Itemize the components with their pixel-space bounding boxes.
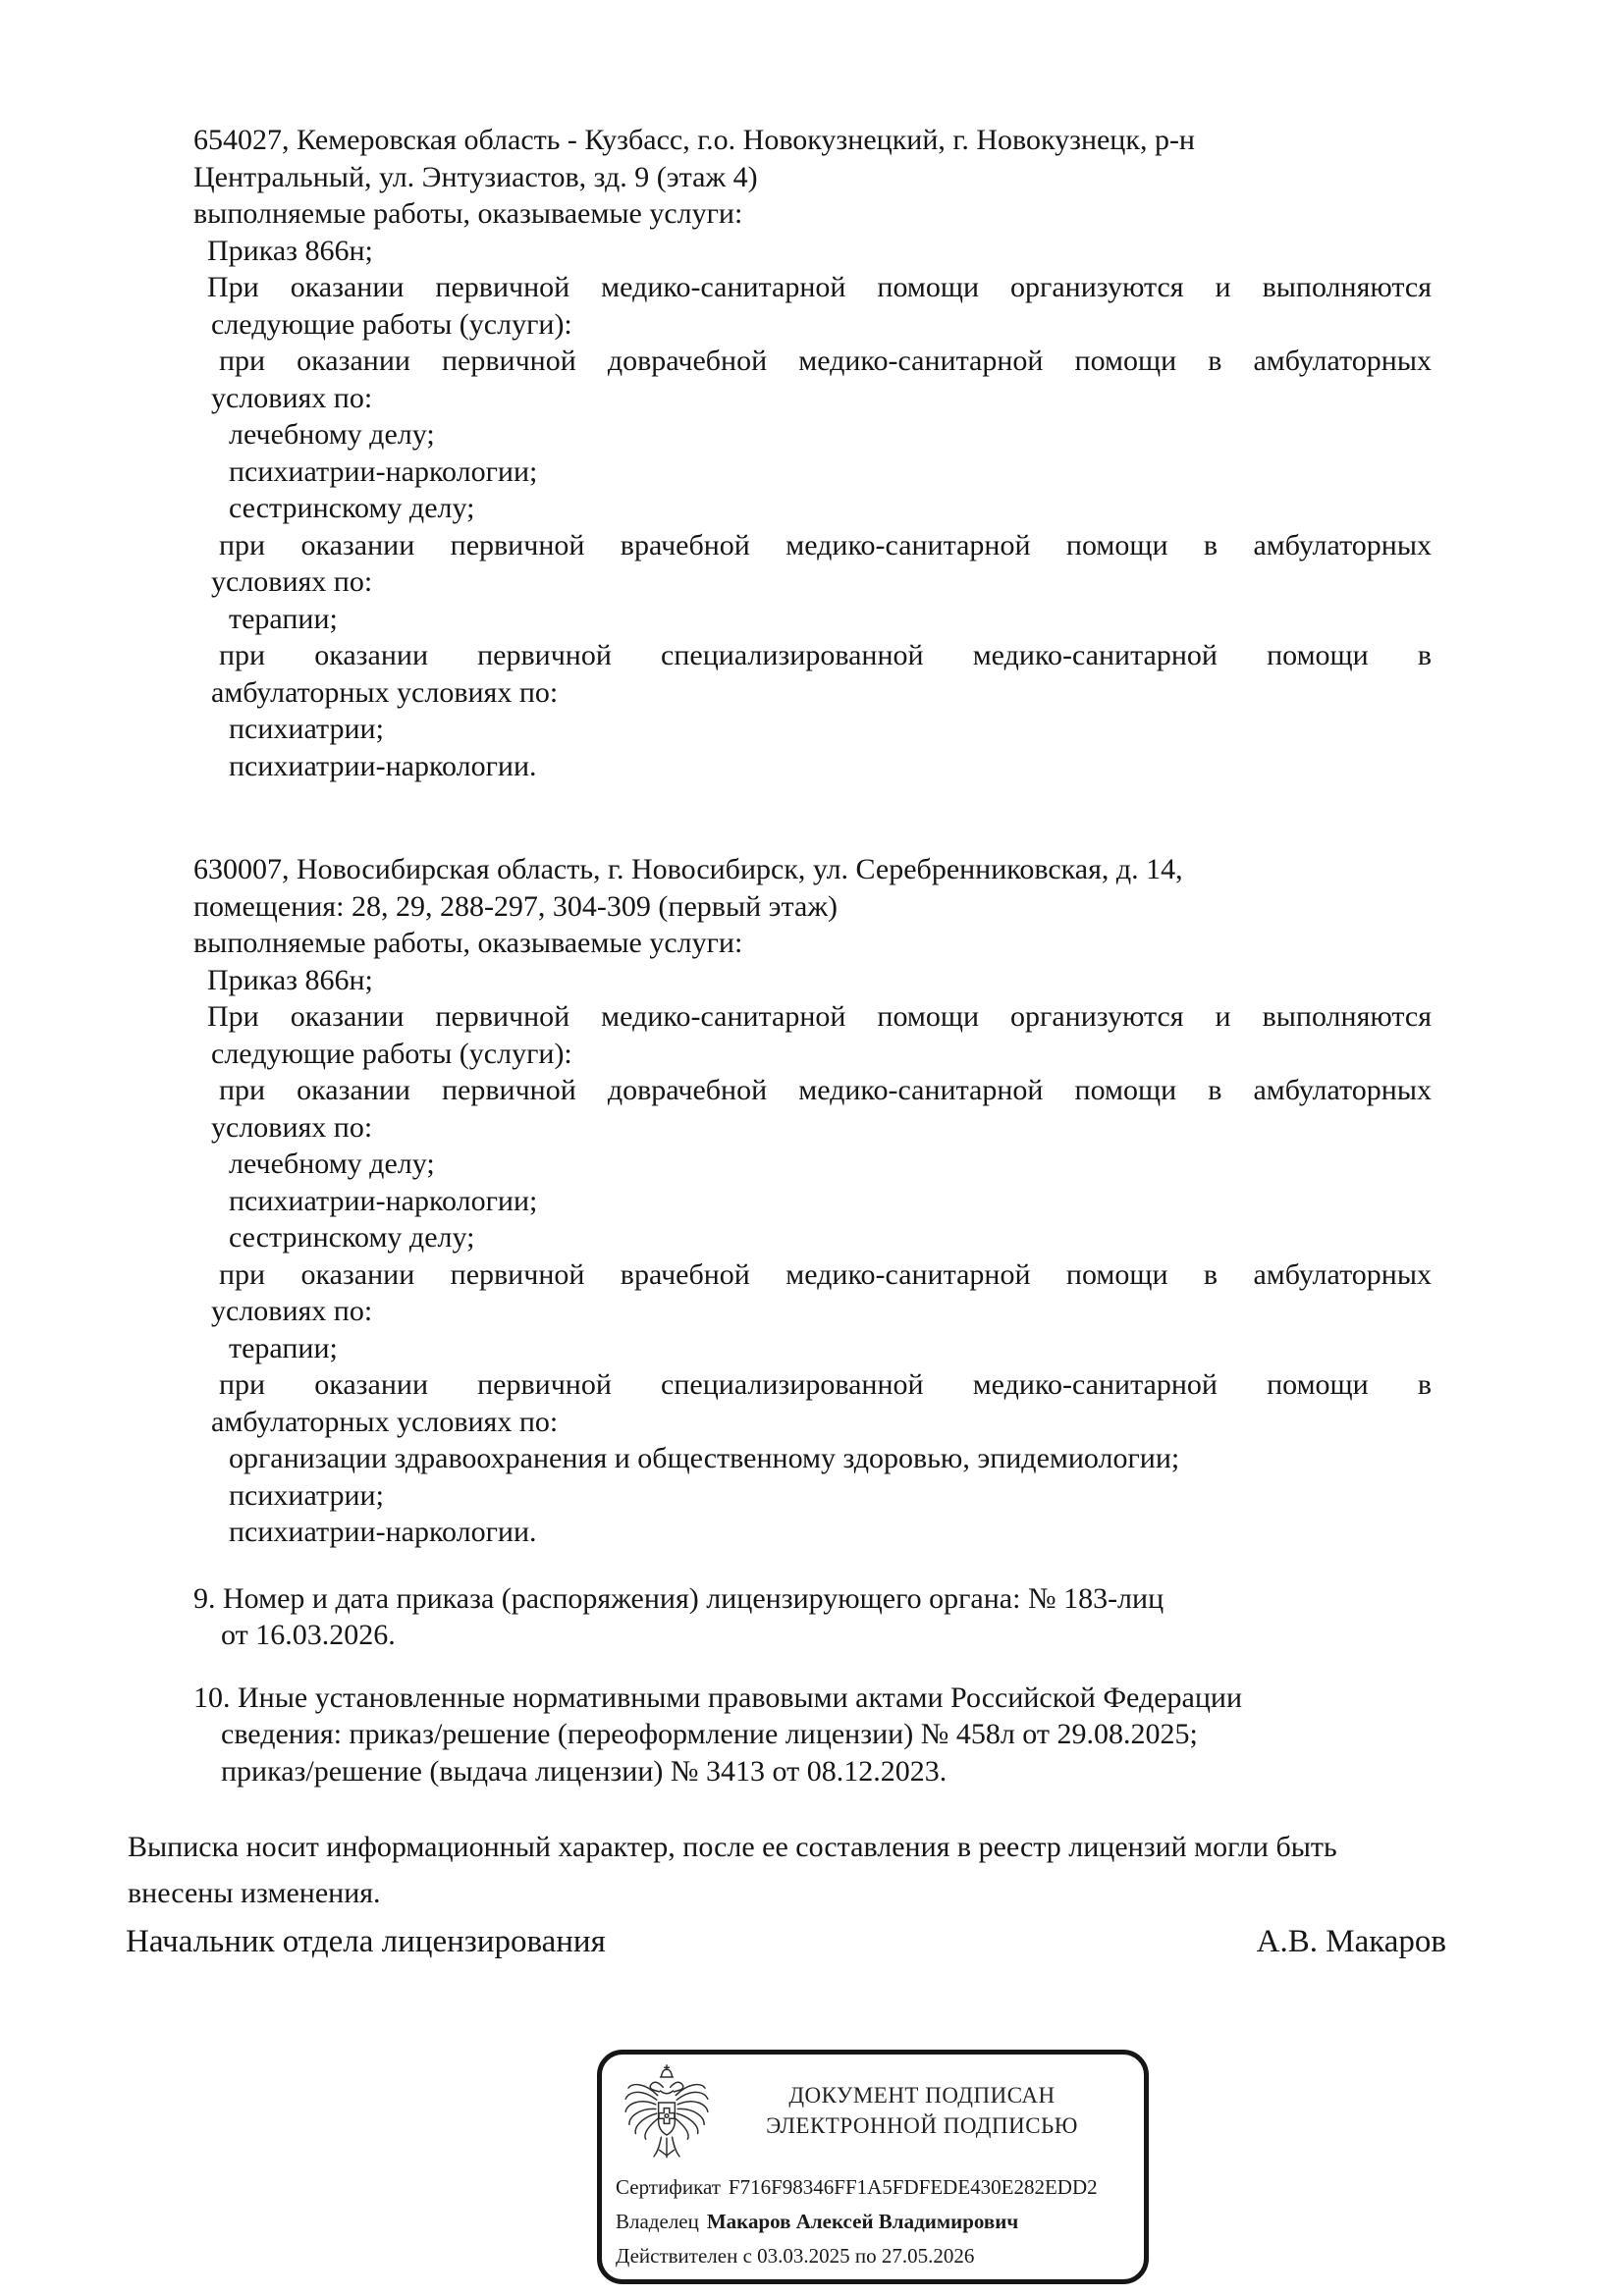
text-line: сестринскому делу; [229,1221,475,1254]
text-line: психиатрии; [229,1478,384,1512]
footer-note-line2: внесены изменения. [128,1877,381,1909]
text-line: сведения: приказ/решение (переоформление лицензии) № 458л от 29.08.2025; [221,1718,1198,1750]
stamp-title-line2: ЭЛЕКТРОННОЙ ПОДПИСЬЮ [766,2113,1078,2138]
signature-name: А.В. Макаров [1256,1924,1446,1959]
text-line: при оказании первичной специализированной медико-санитарной помощи в [219,639,1432,671]
text-line: амбулаторных условиях по: [211,1405,559,1438]
text-line: 630007, Новосибирская область, г. Новосибирск, ул. Серебренниковская, д. 14, [193,853,1183,885]
text-line: при оказании первичной доврачебной медико-санитарной помощи в амбулаторных [219,345,1432,377]
footer-note [128,1824,1502,1916]
text-line: условиях по: [211,1295,373,1327]
certificate-value: F716F98346FF1A5FDFEDE430E282EDD2 [728,2175,1098,2199]
body-text [193,122,1432,1789]
double-headed-eagle-icon [620,2064,714,2166]
validity-line: Действителен с 03.03.2025 по 27.05.2026 [616,2244,975,2268]
text-line: от 16.03.2026. [221,1619,396,1651]
signature-row [126,1922,1446,1961]
text-line: терапии; [229,1331,338,1364]
text-line: лечебному делу; [229,1148,435,1180]
stamp-title [714,2080,1130,2141]
text-line: психиатрии-наркологии; [229,454,538,488]
text-line: психиатрии-наркологии; [229,1184,538,1217]
text-line: при оказании первичной врачебной медико-санитарной помощи в амбулаторных [219,528,1432,561]
footer-note-line1: Выписка носит информационный характер, после ее составления в реестр лицензий могли быть [128,1831,1337,1863]
signature-title: Начальник отдела лицензирования [126,1924,606,1959]
text-line: Центральный, ул. Энтузиастов, зд. 9 (этаж 4) [193,160,758,193]
text-line: следующие работы (услуги): [211,307,572,341]
text-line: амбулаторных условиях по: [211,675,559,709]
stamp-details [616,2170,1130,2273]
text-line: условиях по: [211,565,373,598]
text-line: выполняемые работы, оказываемые услуги: [193,197,743,230]
text-line: при оказании первичной специализированной медико-санитарной помощи в [219,1368,1432,1401]
text-line: 10. Иные установленные нормативными правовыми актами Российской Федерации [193,1681,1243,1714]
text-line: терапии; [229,602,338,635]
text-line: организации здравоохранения и общественному здоровью, эпидемиологии; [229,1442,1180,1474]
text-line: психиатрии-наркологии. [229,749,537,782]
text-line: приказ/решение (выдача лицензии) № 3413 от 08.12.2023. [221,1754,947,1788]
text-line: лечебному делу; [229,418,435,451]
owner-name: Макаров Алексей Владимирович [706,2210,1019,2233]
text-line: 9. Номер и дата приказа (распоряжения) лицензирующего органа: № 183-лиц [193,1581,1164,1615]
text-line: психиатрии; [229,713,384,745]
text-line: Приказ 866н; [207,234,373,267]
text-line: при оказании первичной врачебной медико-санитарной помощи в амбулаторных [219,1257,1432,1291]
esign-stamp [597,2050,1149,2284]
text-line: при оказании первичной доврачебной медико-санитарной помощи в амбулаторных [219,1074,1432,1106]
text-line: психиатрии-наркологии. [229,1516,537,1548]
text-line: выполняемые работы, оказываемые услуги: [193,927,743,959]
stamp-title-line1: ДОКУМЕНТ ПОДПИСАН [788,2083,1056,2108]
text-line: При оказании первичной медико-санитарной помощи организуются и выполняются [207,271,1432,303]
certificate-line [616,2170,1130,2205]
owner-label: Владелец [616,2210,699,2233]
text-line: помещения: 28, 29, 288-297, 304-309 (первый этаж) [193,889,839,923]
owner-line [616,2205,1130,2239]
stamp-top [616,2064,1130,2166]
text-line: 654027, Кемеровская область - Кузбасс, г.о. Новокузнецкий, г. Новокузнецк, р-н [193,124,1195,156]
text-line: сестринскому делу; [229,492,475,524]
certificate-label: Сертификат [616,2175,721,2199]
text-line: Приказ 866н; [207,963,373,996]
text-line: условиях по: [211,381,373,414]
text-line: При оказании первичной медико-санитарной помощи организуются и выполняются [207,1000,1432,1033]
text-line: условиях по: [211,1110,373,1144]
text-line: следующие работы (услуги): [211,1037,572,1070]
